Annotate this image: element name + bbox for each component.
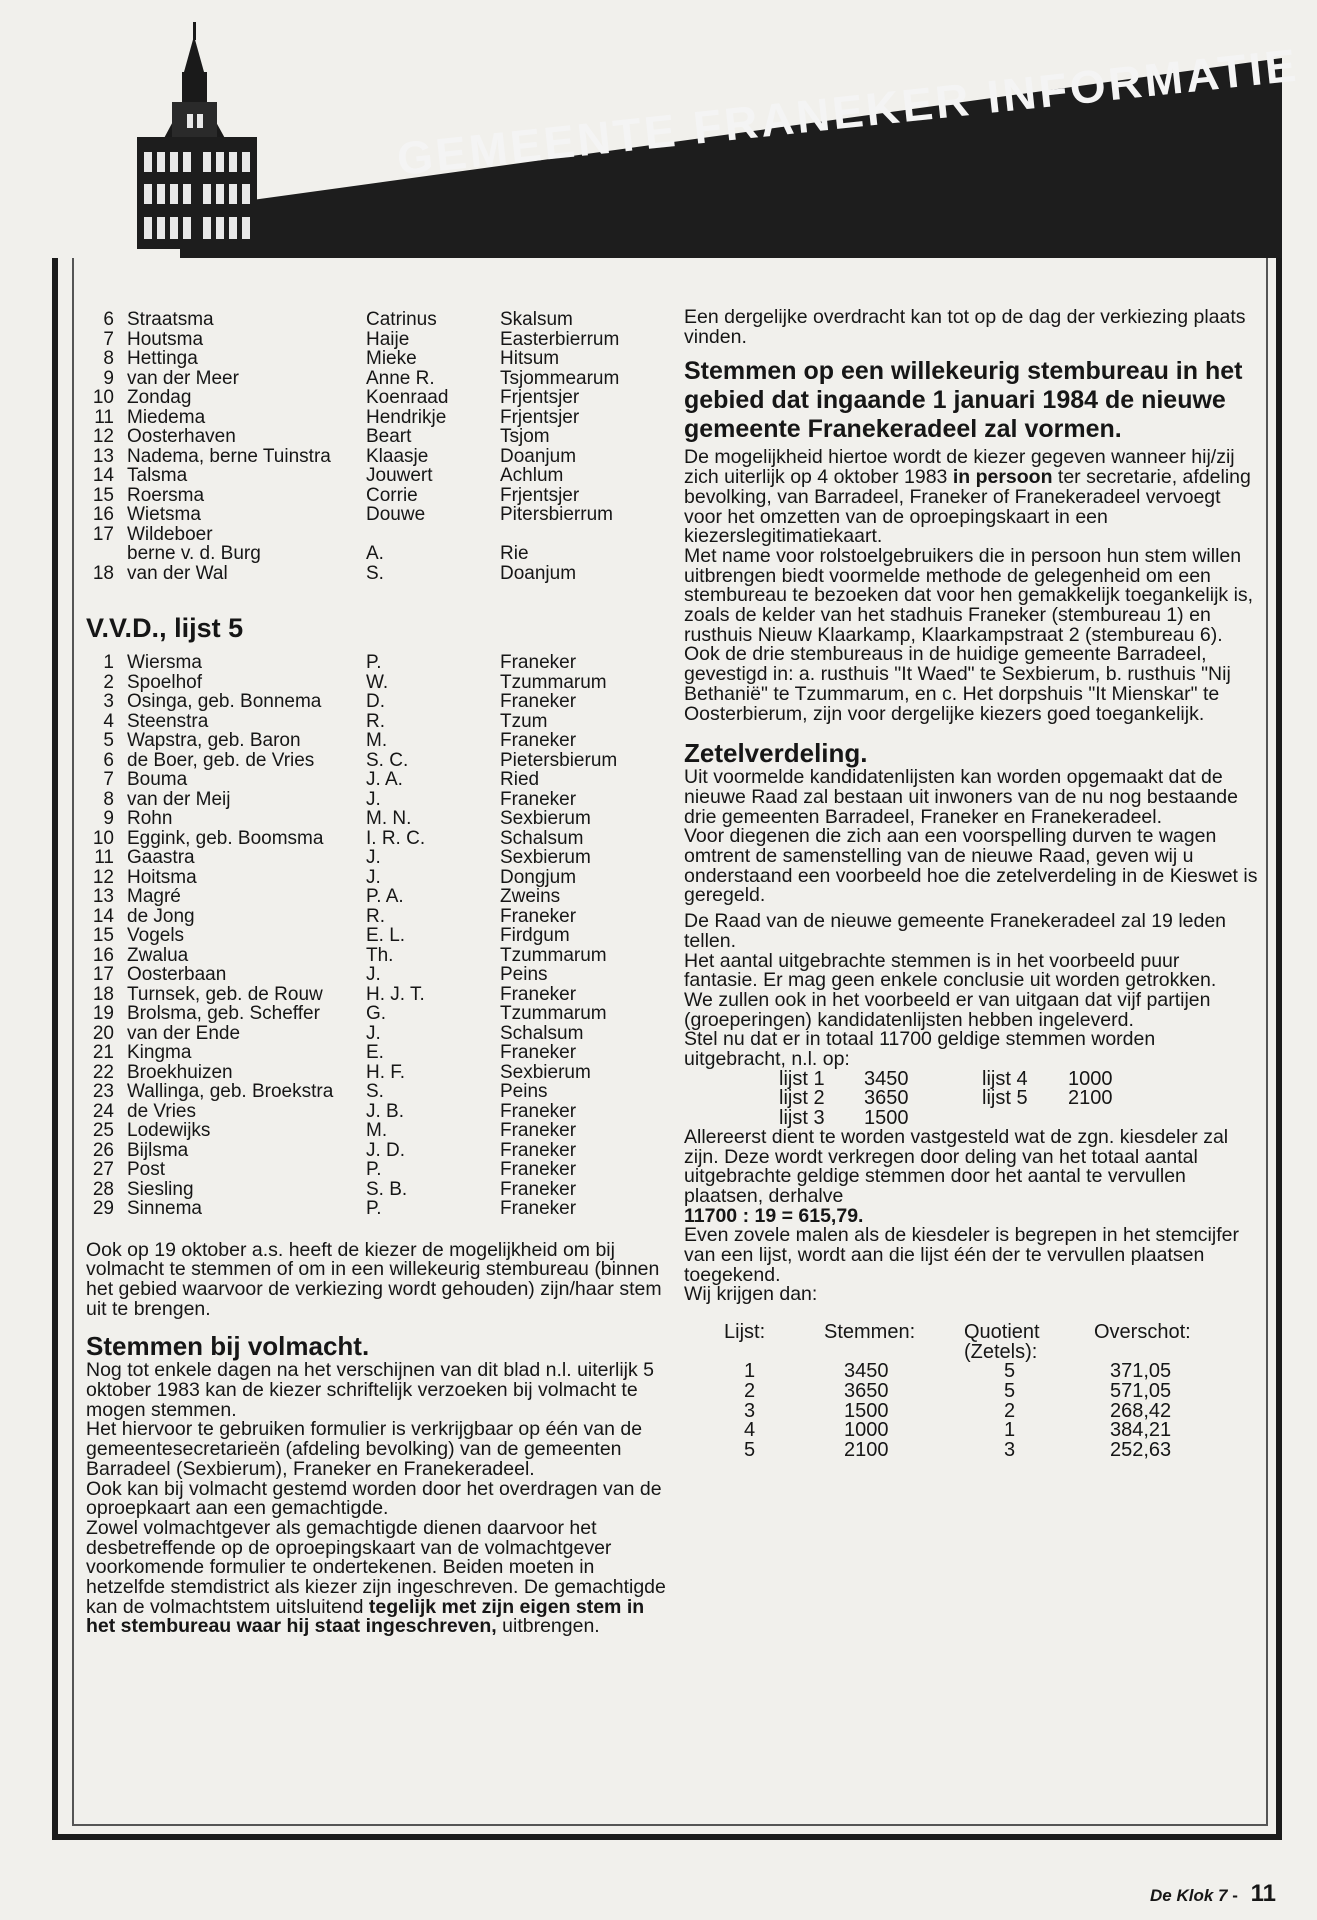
table-row xyxy=(86,310,666,330)
table-row xyxy=(86,926,666,946)
candidate-number: 27 xyxy=(92,1159,114,1180)
candidate-place: Tzummarum xyxy=(500,944,607,966)
list-label: lijst 1 xyxy=(779,1067,825,1090)
paragraph: Ook de drie stembureaus in de huidige gemeente Barradeel, gevestigd in: a. rusthuis "It Waed" te Sexbierum, b. rusthuis "Nij Bethanië" te Tzummarum, en c. Het dorpshuis "It Mienskar" te Oosterbierum, zijn voor dergelijke kiezers goed toegankelijk. xyxy=(684,643,1231,725)
willekeurig-heading: Stemmen op een willekeurig stembureau in het gebied dat ingaande 1 januari 1984 de nieuwe gemeente Franekeradeel zal vormen. xyxy=(684,357,1243,444)
candidate-name: Turnsek, geb. de Rouw xyxy=(127,983,323,1005)
candidate-place: Franeker xyxy=(500,1198,577,1219)
list-label: lijst 5 xyxy=(982,1087,1028,1110)
paragraph-bold-text: tegelijk met zijn eigen stem in het stembureau waar hij staat ingeschreven, xyxy=(86,1595,645,1638)
candidate-name: Sinnema xyxy=(127,1198,202,1219)
candidate-place: Zweins xyxy=(500,886,561,907)
list-value: 1500 xyxy=(864,1106,909,1129)
candidate-name: Nadema, berne Tuinstra xyxy=(127,445,331,467)
candidate-number: 19 xyxy=(92,1003,114,1024)
candidate-number: 28 xyxy=(92,1178,114,1200)
table-row xyxy=(86,751,666,771)
candidate-place: Franeker xyxy=(500,1139,577,1161)
list-value: 1000 xyxy=(1068,1067,1113,1090)
candidate-number: 6 xyxy=(103,749,114,771)
paragraph-text: uitbrengen. xyxy=(496,1615,600,1638)
right-column xyxy=(684,308,1258,1460)
table-row xyxy=(86,848,666,868)
candidate-name: Osinga, geb. Bonnema xyxy=(127,691,322,712)
candidate-initials: J. D. xyxy=(366,1139,406,1161)
kiesdeler-calculation: 11700 : 19 = 615,79. xyxy=(684,1204,864,1227)
paragraph: Het aantal uitgebrachte stemmen is in het voorbeeld puur fantasie. Er mag geen enkele conclusie uit worden getrokken. xyxy=(684,949,1217,992)
table-row xyxy=(724,1362,1191,1382)
candidate-number: 7 xyxy=(103,328,114,350)
table-cell: 5 xyxy=(1004,1360,1016,1383)
candidate-name: Miedema xyxy=(127,406,206,428)
table-row xyxy=(86,1160,666,1180)
candidate-number: 12 xyxy=(92,426,114,447)
candidate-place: Sexbierum xyxy=(500,808,591,829)
candidate-place: Franeker xyxy=(500,1178,577,1200)
candidate-place: Hitsum xyxy=(500,348,560,369)
candidate-name: Hettinga xyxy=(127,348,198,369)
candidate-name: Bijlsma xyxy=(127,1139,189,1161)
candidate-name: berne v. d. Burg xyxy=(127,543,261,564)
candidate-name: Bouma xyxy=(127,769,188,790)
paragraph xyxy=(86,1516,666,1638)
table-cell: 4 xyxy=(744,1419,756,1442)
candidate-number: 23 xyxy=(92,1081,114,1102)
table-row xyxy=(86,985,666,1005)
candidate-name: Vogels xyxy=(127,925,185,946)
candidate-place: Dongjum xyxy=(500,866,577,888)
table-row xyxy=(86,712,666,732)
candidate-name: Oosterhaven xyxy=(127,426,236,447)
table-row xyxy=(86,965,666,985)
candidate-place: Pietersbierum xyxy=(500,749,618,771)
candidate-number: 13 xyxy=(92,886,114,907)
candidate-initials: Jouwert xyxy=(366,465,433,486)
table-row xyxy=(86,1121,666,1141)
table-row xyxy=(86,907,666,927)
candidate-initials: M. xyxy=(366,730,388,751)
table-cell: 1 xyxy=(744,1360,756,1383)
candidate-place: Tzummarum xyxy=(500,1003,607,1024)
paragraph: De Raad van de nieuwe gemeente Franekeradeel zal 19 leden tellen. xyxy=(684,910,1227,952)
paragraph-text: ter secretarie, afdeling bevolking, van Barradeel, Franeker of Franekeradeel vervoegt voor het omzetten van de oproepingskaart in een kiezerslegitimatiekaart. xyxy=(684,466,1251,548)
candidate-initials: P. xyxy=(366,652,382,673)
vvd-heading: V.V.D., lijst 5 xyxy=(86,613,244,643)
candidate-initials: Th. xyxy=(366,944,394,966)
candidate-initials: H. F. xyxy=(366,1061,406,1083)
table-row xyxy=(86,388,666,408)
candidate-initials: Hendrikje xyxy=(366,406,447,428)
table-header: Stemmen: xyxy=(824,1321,916,1344)
candidate-number: 12 xyxy=(92,866,114,888)
candidate-initials: J. B. xyxy=(366,1100,405,1122)
candidate-list-continued xyxy=(86,310,666,583)
candidate-name: Zondag xyxy=(127,387,192,408)
zetel-results-table xyxy=(724,1323,1191,1460)
candidate-place: Tzum xyxy=(500,710,548,732)
candidate-name: de Vries xyxy=(127,1100,196,1122)
candidate-place: Easterbierrum xyxy=(500,328,620,350)
candidate-name: Talsma xyxy=(127,465,188,486)
table-row xyxy=(86,829,666,849)
candidate-place: Tsjommearum xyxy=(500,367,620,389)
vote-lists xyxy=(684,1067,1258,1129)
candidate-number: 16 xyxy=(92,504,114,525)
candidate-place: Sexbierum xyxy=(500,1061,591,1083)
table-row xyxy=(86,408,666,428)
page-number: 11 xyxy=(1250,1880,1276,1907)
candidate-number: 29 xyxy=(92,1198,114,1219)
table-row xyxy=(86,1004,666,1024)
candidate-initials: J. xyxy=(366,1022,381,1044)
candidate-place: Franeker xyxy=(500,1159,577,1180)
list-value: 3650 xyxy=(864,1087,909,1110)
list-value: 3450 xyxy=(864,1067,909,1090)
table-row xyxy=(86,790,666,810)
paragraph: Voor diegenen die zich aan een voorspelling durven te wagen omtrent de samenstelling van de nieuwe Raad, geven wij u onderstaand een voorbeeld hoe die zetelverdeling in de Kieswet is geregeld. xyxy=(684,825,1258,907)
candidate-initials: Catrinus xyxy=(366,309,437,330)
paragraph: Een dergelijke overdracht kan tot op de dag der verkiezing plaats vinden. xyxy=(684,306,1246,348)
candidate-number: 10 xyxy=(92,387,114,408)
candidate-number: 4 xyxy=(103,710,114,732)
candidate-name: van der Meer xyxy=(127,367,239,389)
candidate-number: 22 xyxy=(92,1061,114,1083)
table-cell: 5 xyxy=(1004,1379,1016,1402)
candidate-place: Franeker xyxy=(500,652,577,673)
candidate-number: 15 xyxy=(92,925,114,946)
candidate-initials: Haije xyxy=(366,328,410,350)
table-row xyxy=(86,466,666,486)
table-cell: 1 xyxy=(1004,1419,1016,1442)
candidate-initials: P. xyxy=(366,1159,382,1180)
candidate-name: Wildeboer xyxy=(127,523,213,545)
candidate-place: Franeker xyxy=(500,983,577,1005)
table-row xyxy=(86,427,666,447)
table-row xyxy=(86,1082,666,1102)
table-row xyxy=(86,525,666,545)
candidate-name: Roersma xyxy=(127,484,205,506)
table-cell: 3 xyxy=(1004,1438,1016,1461)
table-row xyxy=(86,887,666,907)
candidate-place: Doanjum xyxy=(500,562,577,584)
candidate-initials: R. xyxy=(366,905,385,927)
candidate-number: 15 xyxy=(92,484,114,506)
candidate-name: van der Ende xyxy=(127,1022,241,1044)
candidate-place: Doanjum xyxy=(500,445,577,467)
table-cell: 3 xyxy=(744,1399,756,1422)
candidate-name: Gaastra xyxy=(127,847,195,868)
candidate-initials: W. xyxy=(366,671,389,693)
publication-name: De Klok 7 xyxy=(1150,1886,1228,1905)
candidate-number: 11 xyxy=(94,847,114,868)
candidate-initials: Koenraad xyxy=(366,387,449,408)
candidate-place: Pitersbierrum xyxy=(500,504,613,525)
candidate-number: 25 xyxy=(92,1120,114,1141)
candidate-place: Frjentsjer xyxy=(500,484,580,506)
candidate-initials: E. xyxy=(366,1042,384,1063)
candidate-name: Hoitsma xyxy=(127,866,197,888)
paragraph: Allereerst dient te worden vastgesteld wat de zgn. kiesdeler zal zijn. Deze wordt verkregen door deling van het totaal aantal uitgebrachte geldige stemmen door het aantal te vervullen plaatsen, derhalve xyxy=(684,1125,1229,1207)
table-row xyxy=(86,653,666,673)
candidate-initials: Anne R. xyxy=(366,367,435,389)
table-row xyxy=(86,369,666,389)
candidate-place: Franeker xyxy=(500,905,577,927)
candidate-number: 14 xyxy=(92,905,114,927)
candidate-number: 11 xyxy=(94,406,114,428)
vvd-candidate-list xyxy=(86,653,666,1219)
list-label: lijst 4 xyxy=(982,1067,1028,1090)
table-row xyxy=(86,673,666,693)
table-cell: 268,42 xyxy=(1110,1399,1172,1422)
candidate-initials: J. xyxy=(366,964,381,985)
paragraph xyxy=(684,448,1258,547)
left-column xyxy=(86,310,666,1637)
table-row xyxy=(86,1180,666,1200)
candidate-name: Wietsma xyxy=(127,504,201,525)
candidate-number: 26 xyxy=(92,1139,114,1161)
candidate-number: 18 xyxy=(92,562,114,584)
candidate-number: 18 xyxy=(92,983,114,1005)
candidate-initials: S. xyxy=(366,1081,384,1102)
table-row xyxy=(86,1024,666,1044)
table-cell: 2 xyxy=(1004,1399,1016,1422)
table-cell: 2 xyxy=(744,1379,756,1402)
candidate-initials: J. xyxy=(366,866,381,888)
candidate-name: Houtsma xyxy=(127,328,204,350)
table-cell: 5 xyxy=(744,1438,756,1461)
paragraph: We zullen ook in het voorbeeld er van uitgaan dat vijf partijen (groeperingen) kandidatenlijsten hebben ingeleverd. xyxy=(684,988,1211,1031)
candidate-initials: G. xyxy=(366,1003,387,1024)
candidate-place: Franeker xyxy=(500,788,577,810)
candidate-initials: S. xyxy=(366,562,384,584)
candidate-place: Ried xyxy=(500,769,540,790)
candidate-place: Sexbierum xyxy=(500,847,591,868)
paragraph-text: Zowel volmachtgever als gemachtigde dienen daarvoor het desbetreffende op de oproepingskaart van de volmachtgever voorkomende formulier te ondertekenen. Beiden moeten in hetzelfde stemdistrict als kiezer zijn ingeschreven. De gemachtigde kan de volmachtstem uitsluitend xyxy=(86,1516,666,1618)
candidate-name: van der Wal xyxy=(127,562,228,584)
candidate-number: 17 xyxy=(92,964,114,985)
candidate-number: 8 xyxy=(103,788,114,810)
candidate-name: Oosterbaan xyxy=(127,964,227,985)
candidate-name: Spoelhof xyxy=(127,671,203,693)
table-header: Overschot: xyxy=(1094,1321,1191,1344)
candidate-initials: P. A. xyxy=(366,886,404,907)
candidate-number: 13 xyxy=(92,445,114,467)
candidate-place: Rie xyxy=(500,543,529,564)
candidate-initials: J. A. xyxy=(366,769,403,790)
table-cell: 3650 xyxy=(844,1379,889,1402)
candidate-number: 2 xyxy=(103,671,114,693)
candidate-place: Frjentsjer xyxy=(500,406,580,428)
candidate-place: Schalsum xyxy=(500,1022,584,1044)
table-cell: 1000 xyxy=(844,1419,889,1442)
table-row xyxy=(86,1199,666,1219)
candidate-initials: M. xyxy=(366,1120,388,1141)
table-cell: 1500 xyxy=(844,1399,889,1422)
table-row xyxy=(86,1043,666,1063)
town-hall-icon xyxy=(132,22,262,252)
candidate-initials: Corrie xyxy=(366,484,418,506)
candidate-initials: J. xyxy=(366,847,381,868)
candidate-place: Tsjom xyxy=(500,426,550,447)
table-header: Quotient xyxy=(964,1321,1040,1344)
candidate-name: de Jong xyxy=(127,905,195,927)
candidate-initials: A. xyxy=(366,543,384,564)
candidate-number: 21 xyxy=(92,1042,114,1063)
list-label: lijst 3 xyxy=(779,1106,825,1129)
table-cell: 371,05 xyxy=(1110,1360,1172,1383)
candidate-initials: Beart xyxy=(366,426,412,447)
candidate-name: Broekhuizen xyxy=(127,1061,233,1083)
candidate-initials: Mieke xyxy=(366,348,417,369)
paragraph: Met name voor rolstoelgebruikers die in persoon hun stem willen uitbrengen biedt voormelde methode de gelegenheid om een stembureau te bezoeken dat voor hen gemakkelijk toegankelijk is, zoals de kelder van het stadhuis Franeker (stembureau 1) en rusthuis Nieuw Klaarkamp, Klaarkampstraat 2 (stembureau 6). xyxy=(684,544,1254,646)
candidate-initials: J. xyxy=(366,788,381,810)
table-row xyxy=(86,349,666,369)
candidate-number: 20 xyxy=(92,1022,114,1044)
candidate-name: de Boer, geb. de Vries xyxy=(127,749,315,771)
candidate-place: Franeker xyxy=(500,730,577,751)
paragraph: Even zovele malen als de kiesdeler is begrepen in het stemcijfer van een lijst, wordt aan die lijst één der te vervullen plaatsen toegekend. xyxy=(684,1224,1239,1286)
list-value: 2100 xyxy=(1068,1087,1113,1110)
candidate-place: Skalsum xyxy=(500,309,573,330)
candidate-place: Frjentsjer xyxy=(500,387,580,408)
candidate-initials: R. xyxy=(366,710,385,732)
table-cell: 571,05 xyxy=(1110,1379,1172,1402)
table-row xyxy=(86,544,666,564)
table-header: Lijst: xyxy=(724,1321,766,1344)
candidate-initials: S. B. xyxy=(366,1178,408,1200)
candidate-place: Peins xyxy=(500,1081,548,1102)
candidate-initials: D. xyxy=(366,691,385,712)
candidate-initials: I. R. C. xyxy=(366,827,426,849)
table-row xyxy=(86,330,666,350)
candidate-place: Franeker xyxy=(500,1120,577,1141)
table-cell: 252,63 xyxy=(1110,1438,1172,1461)
paragraph: Uit voormelde kandidatenlijsten kan worden opgemaakt dat de nieuwe Raad zal bestaan uit inwoners van de nu nog bestaande drie gemeenten Barradeel, Franeker en Franekeradeel. xyxy=(684,766,1238,828)
candidate-name: Post xyxy=(127,1159,166,1180)
table-row xyxy=(86,1063,666,1083)
candidate-number: 17 xyxy=(92,523,114,545)
paragraph: Stel nu dat er in totaal 11700 geldige stemmen worden uitgebracht, n.l. op: xyxy=(684,1028,1156,1071)
candidate-number: 9 xyxy=(103,808,114,829)
page-footer xyxy=(1150,1880,1276,1908)
table-row xyxy=(86,692,666,712)
table-row xyxy=(86,868,666,888)
table-row xyxy=(724,1421,1191,1441)
candidate-number: 16 xyxy=(92,944,114,966)
candidate-initials: P. xyxy=(366,1198,382,1219)
candidate-place: Firdgum xyxy=(500,925,570,946)
paragraph: Ook kan bij volmacht gestemd worden door het overdragen van de oproepkaart aan een gemachtigde. xyxy=(86,1477,662,1520)
candidate-initials: E. L. xyxy=(366,925,406,946)
candidate-place: Schalsum xyxy=(500,827,584,849)
candidate-initials: Klaasje xyxy=(366,445,429,467)
candidate-number: 10 xyxy=(92,827,114,849)
candidate-name: Rohn xyxy=(127,808,173,829)
candidate-initials: S. C. xyxy=(366,749,409,771)
candidate-place: Franeker xyxy=(500,1100,577,1122)
table-row xyxy=(86,731,666,751)
table-cell: 384,21 xyxy=(1110,1419,1172,1442)
page-title: GEMEENTE FRANEKER INFORMATIE xyxy=(394,38,1301,186)
volmacht-heading: Stemmen bij volmacht. xyxy=(86,1331,370,1362)
candidate-number: 24 xyxy=(92,1100,114,1122)
candidate-initials: M. N. xyxy=(366,808,412,829)
zetelverdeling-heading: Zetelverdeling. xyxy=(684,738,868,769)
candidate-name: Steenstra xyxy=(127,710,209,732)
candidate-name: Kingma xyxy=(127,1042,192,1063)
candidate-name: Zwalua xyxy=(127,944,189,966)
candidate-name: Straatsma xyxy=(127,309,214,330)
candidate-initials: H. J. T. xyxy=(366,983,425,1005)
candidate-name: Wapstra, geb. Baron xyxy=(127,730,301,751)
results-body xyxy=(724,1362,1191,1460)
table-row xyxy=(86,1141,666,1161)
table-row xyxy=(86,809,666,829)
table-cell: 3450 xyxy=(844,1360,889,1383)
candidate-number: 1 xyxy=(103,652,114,673)
candidate-name: Magré xyxy=(127,886,181,907)
paragraph: Het hiervoor te gebruiken formulier is verkrijgbaar op één van de gemeentesecretarieën (afdeling bevolking) van de gemeenten Barradeel (Sexbierum), Franeker en Franekeradeel. xyxy=(86,1418,643,1480)
candidate-number: 3 xyxy=(103,691,114,712)
table-header-row xyxy=(724,1323,1191,1343)
candidate-initials: Douwe xyxy=(366,504,426,525)
candidate-name: Wiersma xyxy=(127,652,202,673)
footer-separator: - xyxy=(1232,1886,1238,1905)
candidate-number: 8 xyxy=(103,348,114,369)
candidate-name: Siesling xyxy=(127,1178,194,1200)
paragraph-text: De mogelijkheid hiertoe wordt de kiezer gegeven wanneer hij/zij zich uiterlijk op 4 oktober 1983 xyxy=(684,446,1235,489)
table-row xyxy=(86,946,666,966)
candidate-place: Peins xyxy=(500,964,548,985)
table-cell: 2100 xyxy=(844,1438,889,1461)
table-row xyxy=(86,486,666,506)
candidate-name: Eggink, geb. Boomsma xyxy=(127,827,324,849)
candidate-number: 6 xyxy=(103,309,114,330)
table-row xyxy=(724,1382,1191,1402)
table-row xyxy=(86,564,666,584)
table-row xyxy=(86,447,666,467)
candidate-place: Franeker xyxy=(500,1042,577,1063)
candidate-name: Brolsma, geb. Scheffer xyxy=(127,1003,320,1024)
table-row xyxy=(86,505,666,525)
table-row xyxy=(724,1441,1191,1461)
table-row xyxy=(86,770,666,790)
candidate-name: Wallinga, geb. Broekstra xyxy=(127,1081,334,1102)
candidate-number: 7 xyxy=(103,769,114,790)
paragraph: Ook op 19 oktober a.s. heeft de kiezer de mogelijkheid om bij volmacht te stemmen of om in een willekeurig stembureau (binnen het gebied waarvoor de verkiezing wordt gehouden) zijn/haar stem uit te brengen. xyxy=(86,1238,662,1320)
candidate-name: Lodewijks xyxy=(127,1120,211,1141)
candidate-place: Franeker xyxy=(500,691,577,712)
paragraph: Nog tot enkele dagen na het verschijnen van dit blad n.l. uiterlijk 5 oktober 1983 kan de kiezer schriftelijk verzoeken bij volmacht te mogen stemmen. xyxy=(86,1359,655,1421)
candidate-number: 14 xyxy=(92,465,114,486)
paragraph-bold-text: in persoon xyxy=(952,466,1053,489)
candidate-number: 9 xyxy=(103,367,114,389)
table-subheader: (Zetels): xyxy=(964,1340,1038,1363)
list-label: lijst 2 xyxy=(779,1087,825,1110)
candidate-number: 5 xyxy=(103,730,114,751)
candidate-place: Achlum xyxy=(500,465,564,486)
table-row xyxy=(86,1102,666,1122)
candidate-name: van der Meij xyxy=(127,788,231,810)
paragraph: Wij krijgen dan: xyxy=(684,1283,818,1306)
candidate-place: Tzummarum xyxy=(500,671,607,693)
